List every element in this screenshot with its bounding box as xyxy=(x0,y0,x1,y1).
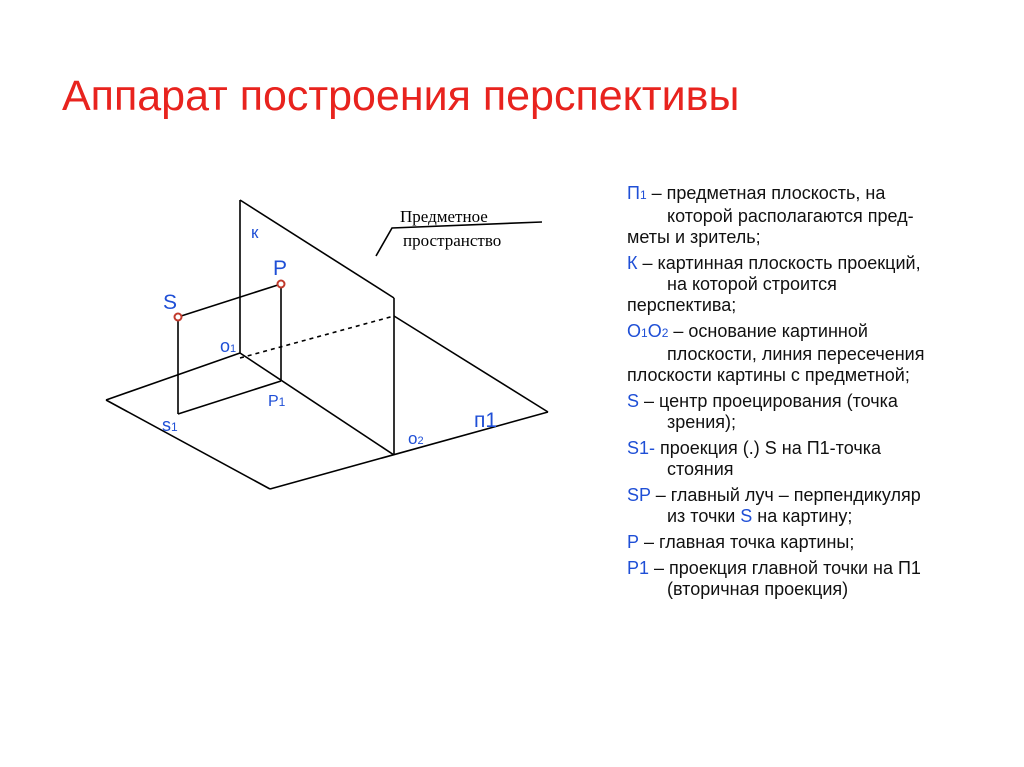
legend-text: проекция (.) S на П1-точка xyxy=(655,438,881,458)
legend xyxy=(627,183,1017,605)
legend-text: – главная точка картины; xyxy=(639,532,855,552)
horizon-dashed-line xyxy=(240,316,394,358)
label-s1: s1 xyxy=(162,415,178,435)
label-object-space-line1: Предметное xyxy=(400,207,488,226)
legend-term: S1- xyxy=(627,438,656,458)
legend-entry xyxy=(627,532,1017,553)
legend-text: которой располагаются пред- xyxy=(667,206,914,226)
legend-text: – предметная плоскость, на xyxy=(646,183,886,203)
legend-text: плоскости, линия пересечения xyxy=(667,344,925,364)
slide-title: Аппарат построения перспективы xyxy=(62,72,740,120)
point-p-marker xyxy=(278,281,285,288)
label-k: к xyxy=(251,223,259,242)
ground-edge-back xyxy=(106,353,240,400)
label-o1: о1 xyxy=(220,336,237,356)
legend-text: стояния xyxy=(667,459,734,479)
legend-text: – проекция главной точки на П1 xyxy=(649,558,921,578)
legend-text: на которой строится xyxy=(667,274,837,294)
picture-plane-top-edge xyxy=(240,200,394,298)
legend-entry xyxy=(627,438,1017,480)
label-s: S xyxy=(163,291,178,314)
legend-entry xyxy=(627,558,1017,600)
legend-term: Р1 xyxy=(627,558,650,578)
point-s-marker xyxy=(175,314,182,321)
legend-text: – основание картинной xyxy=(668,321,868,341)
legend-term: О1О2 xyxy=(627,321,669,341)
legend-text: – главный луч – перпендикуляр xyxy=(650,485,921,505)
legend-entry xyxy=(627,183,1017,248)
legend-text: меты и зритель; xyxy=(627,227,761,247)
legend-entry xyxy=(627,321,1017,386)
legend-text: из точки S на картину; xyxy=(667,506,853,526)
label-o2: о2 xyxy=(408,429,424,448)
ground-edge-right xyxy=(394,316,548,412)
label-pi1: п1 xyxy=(474,409,498,432)
legend-text: зрения); xyxy=(667,412,737,432)
legend-term: П1 xyxy=(627,183,647,203)
legend-text: – центр проецирования (точка xyxy=(639,391,898,411)
ground-edge-front xyxy=(270,412,548,489)
legend-entry xyxy=(627,391,1017,433)
ray-s-to-p xyxy=(178,284,281,317)
ground-edge-left xyxy=(106,400,270,489)
legend-term: SP xyxy=(627,485,651,505)
legend-term: Р xyxy=(627,532,640,552)
legend-term: S xyxy=(627,391,640,411)
label-p1: Р1 xyxy=(268,393,286,410)
legend-text: (вторичная проекция) xyxy=(667,579,849,599)
label-object-space-line2: пространство xyxy=(403,231,502,250)
line-s1-to-p1 xyxy=(178,381,281,414)
legend-text: плоскости картины с предметной; xyxy=(627,365,910,385)
legend-entry xyxy=(627,253,1017,316)
legend-term: К xyxy=(627,253,638,273)
legend-entry xyxy=(627,485,1017,527)
legend-text: – картинная плоскость проекций, xyxy=(637,253,921,273)
legend-text: перспектива; xyxy=(627,295,737,315)
picture-plane-base-o1o2 xyxy=(240,353,394,455)
label-p: Р xyxy=(273,257,288,280)
